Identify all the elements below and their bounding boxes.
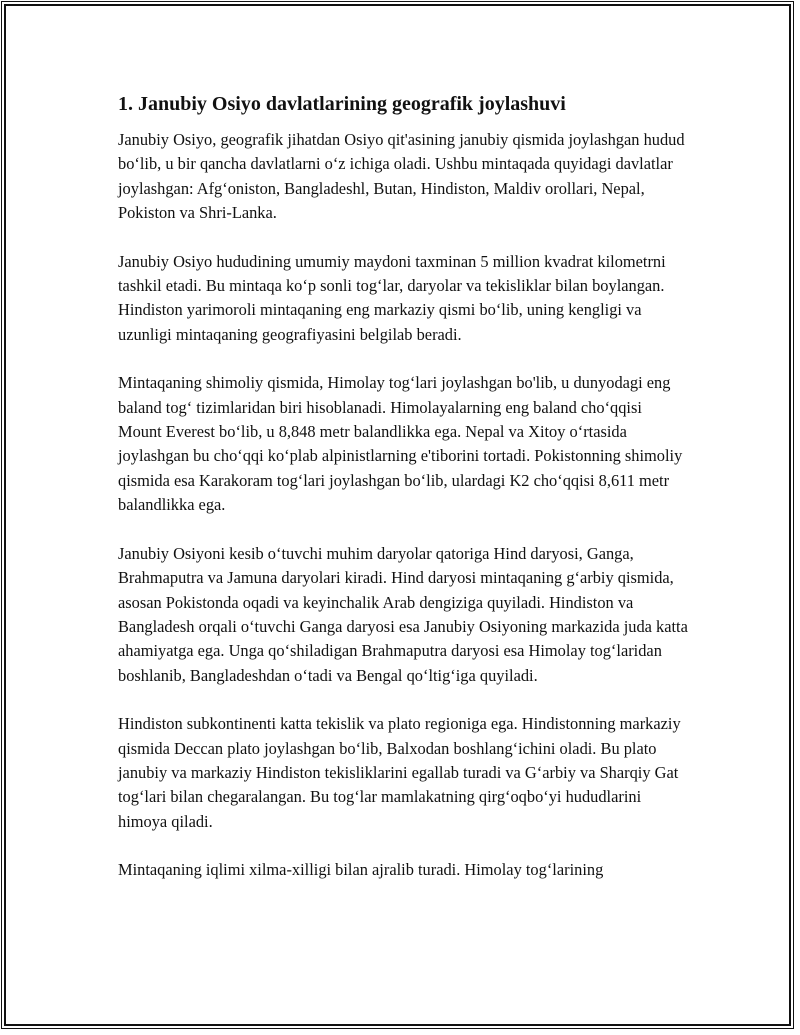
paragraph: Janubiy Osiyoni kesib o‘tuvchi muhim daryolar qatoriga Hind daryosi, Ganga, Brahmaputra va Jamuna daryolari kiradi. Hind daryosi mintaqaning g‘arbiy qismida, asosan Pokistonda oqadi va keyinchalik Arab dengiziga quyiladi. Hindiston va Bangladesh orqali o‘tuvchi Ganga daryosi esa Janubiy Osiyoning markazida juda katta ahamiyatga ega. Unga qo‘shiladigan Brahmaputra daryosi esa Himolay tog‘laridan boshlanib, Bangladeshdan o‘tadi va Bengal qo‘ltig‘iga quyiladi. [118,543,688,685]
paragraph: Janubiy Osiyo, geografik jihatdan Osiyo qit'asining janubiy qismida joylashgan hudud bo‘lib, u bir qancha davlatlarni o‘z ichiga oladi. Ushbu mintaqada quyidagi davlatlar joylashgan: Afg‘oniston, Bangladeshl, Butan, Hindiston, Maldiv orollari, Nepal, Pokiston va Shri-Lanka. [118,130,685,223]
paragraph: Hindiston subkontinenti katta tekislik va plato regioniga ega. Hindistonning markaziy qismida Deccan plato joylashgan bo‘lib, Balxodan boshlang‘ichini oladi. Bu plato janubiy va markaziy Hindiston tekisliklarini egallab turadi va G‘arbiy va Sharqiy Gat tog‘lari bilan chegaralangan. Bu tog‘lar mamlakatning qirg‘oqbo‘yi hududlarini himoya qiladi. [118,714,681,831]
section-heading: 1. Janubiy Osiyo davlatlarining geografik joylashuvi [118,93,566,115]
paragraph: Mintaqaning iqlimi xilma-xilligi bilan ajralib turadi. Himolay tog‘larining [118,860,604,880]
document-body [118,92,688,907]
paragraph: Mintaqaning shimoliy qismida, Himolay tog‘lari joylashgan bo'lib, u dunyodagi eng baland tog‘ tizimlaridan biri hisoblanadi. Himolayalarning eng baland cho‘qqisi Mount Everest bo‘lib, u 8,848 metr balandlikka ega. Nepal va Xitoy o‘rtasida joylashgan bu cho‘qqi ko‘plab alpinistlarning e'tiborini tortadi. Pokistonning shimoliy qismida esa Karakoram tog‘lari joylashgan bo‘lib, ulardagi K2 cho‘qqisi 8,611 metr balandlikka ega. [118,373,683,515]
paragraph: Janubiy Osiyo hududining umumiy maydoni taxminan 5 million kvadrat kilometrni tashkil etadi. Bu mintaqa ko‘p sonli tog‘lar, daryolar va tekisliklar bilan boylangan. Hindiston yarimoroli mintaqaning eng markaziy qismi bo‘lib, uning kengligi va uzunligi mintaqaning geografiyasini belgilab beradi. [118,251,666,344]
